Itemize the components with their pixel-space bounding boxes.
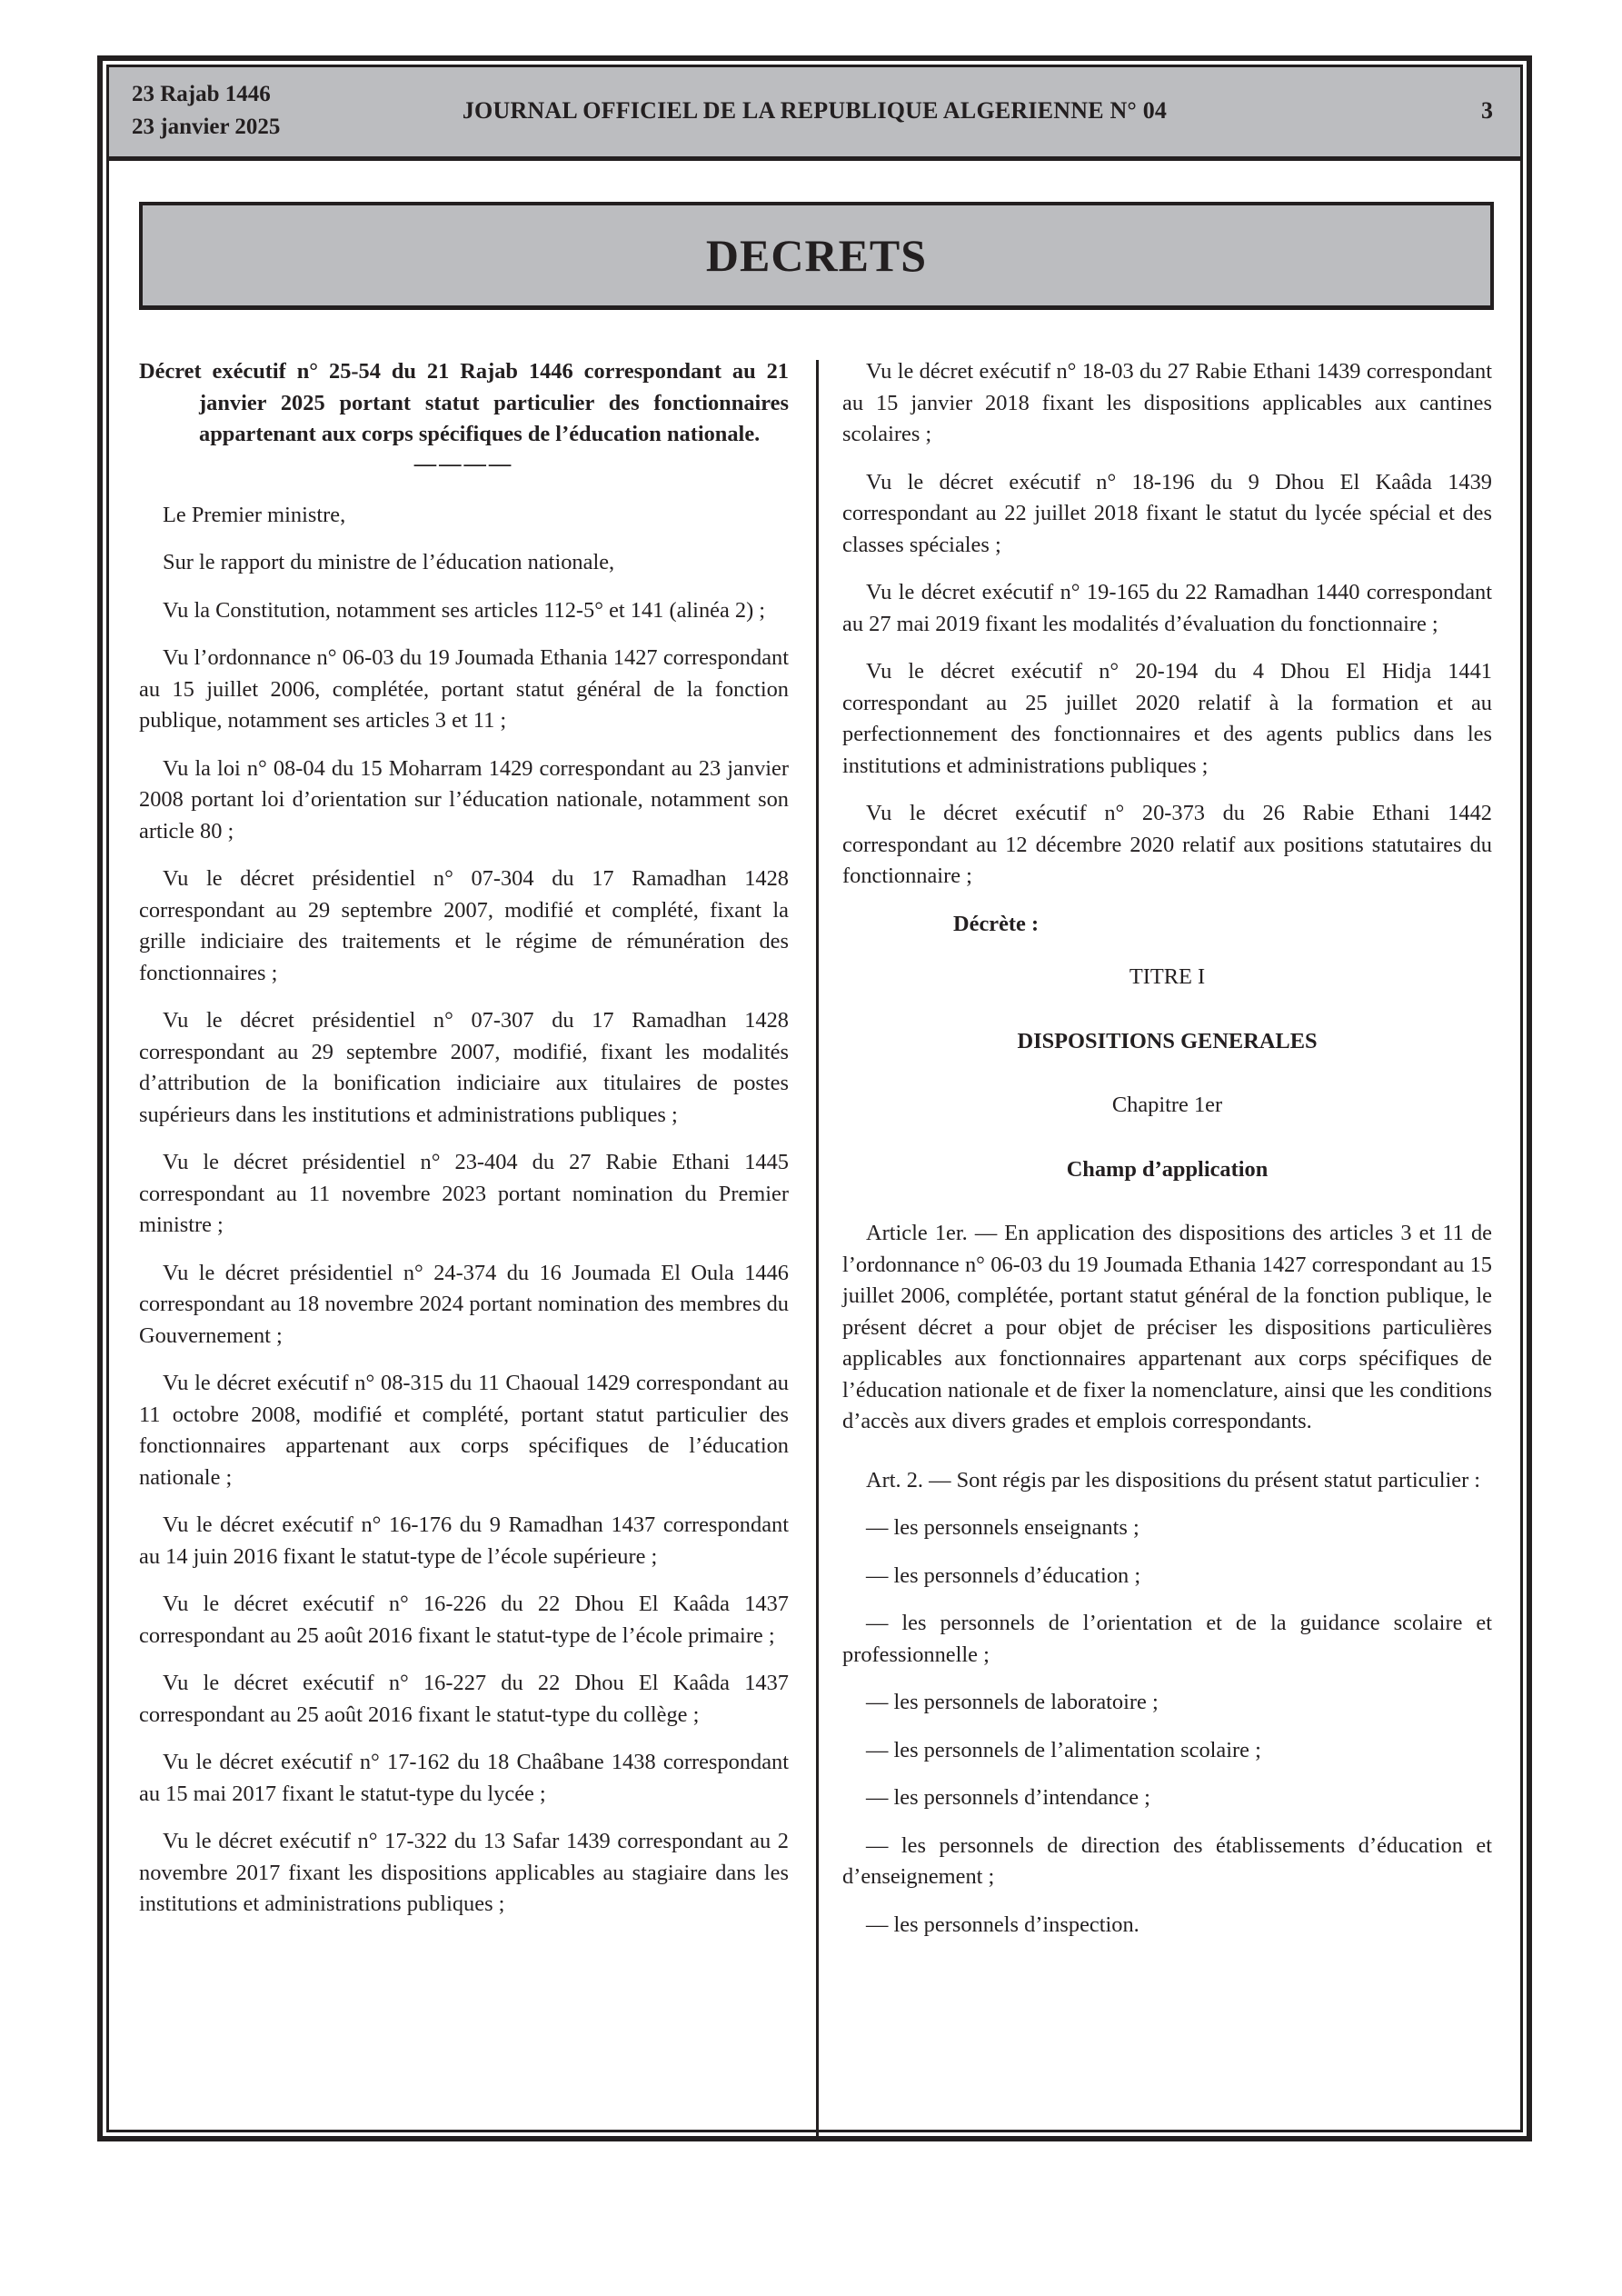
list-item: — les personnels enseignants ;: [866, 1515, 1139, 1540]
visa-paragraph: Vu le décret présidentiel n° 07-307 du 17 Ramadhan 1428 correspondant au 29 septembre 2007, modifié, fixant les modalités d’attribution de la bonification indiciaire aux titulaires de postes supérieurs dans les institutions et administrations publiques ;: [139, 1008, 789, 1127]
visa-paragraph: Vu le décret présidentiel n° 24-374 du 16 Joumada El Oula 1446 correspondant au 18 novembre 2024 portant nomination des membres du Gouvernement ;: [139, 1260, 789, 1348]
section-title: DECRETS: [705, 230, 928, 281]
page-frame-inner: [106, 65, 1523, 2132]
list-item: — les personnels de l’orientation et de la guidance scolaire et professionnelle ;: [842, 1611, 1492, 1667]
visa-paragraph: Vu le décret exécutif n° 18-03 du 27 Rabie Ethani 1439 correspondant au 15 janvier 2018 fixant les dispositions applicables aux cantines scolaires ;: [842, 359, 1492, 446]
decree-title: Décret exécutif n° 25-54 du 21 Rajab 1446 correspondant au 21 janvier 2025 portant statut particulier des fonctionnaires appartenant aux corps spécifiques de l’éducation nationale.: [139, 359, 789, 446]
visa-paragraph: Vu le décret exécutif n° 18-196 du 9 Dhou El Kaâda 1439 correspondant au 22 juillet 2018 fixant le statut du lycée spécial et des classes spéciales ;: [842, 469, 1492, 557]
visa-paragraph: Vu le décret exécutif n° 17-322 du 13 Safar 1439 correspondant au 2 novembre 2017 fixant les dispositions applicables au stagiaire dans les institutions et administrations publiques ;: [139, 1829, 789, 1916]
visa-paragraph: Vu le décret exécutif n° 16-227 du 22 Dhou El Kaâda 1437 correspondant au 25 août 2016 fixant le statut-type du collège ;: [139, 1671, 789, 1727]
list-item: — les personnels de direction des établissements d’éducation et d’enseignement ;: [842, 1832, 1492, 1889]
list-item: — les personnels d’éducation ;: [866, 1562, 1141, 1588]
visa-paragraph: Vu le décret exécutif n° 20-194 du 4 Dhou El Hidja 1441 correspondant au 25 juillet 2020 relatif à la formation et au perfectionnement des fonctionnaires et des agents publics dans les institutions et administrations publiques ;: [842, 659, 1492, 778]
header-hijri-date: 23 Rajab 1446: [132, 82, 271, 106]
title-separator: ————: [413, 451, 514, 476]
chapitre-name: Champ d’application: [1066, 1156, 1269, 1182]
column-divider: [816, 360, 819, 2137]
chapitre-heading: Chapitre 1er: [1111, 1093, 1223, 1117]
article-2: Art. 2. — Sont régis par les dispositions du présent statut particulier :: [866, 1467, 1481, 1492]
intro-paragraph: Le Premier ministre,: [163, 502, 346, 527]
right-column: [842, 356, 1492, 1957]
running-header: [109, 67, 1520, 161]
article-1: Article 1er. — En application des dispositions des articles 3 et 11 de l’ordonnance n° 06-03 du 19 Joumada Ethania 1427 correspondant au 15 juillet 2006, complétée, portant statut général de la fonction publique, le présent décret a pour objet de préciser les dispositions particulières applicables aux fonctionnaires appartenant aux corps spécifiques de l’éducation nationale et de fixer la nomenclature, ainsi que les conditions d’accès aux divers grades et emplois correspondants.: [842, 1221, 1492, 1433]
list-item: — les personnels de l’alimentation scolaire ;: [866, 1737, 1261, 1762]
titre-heading: TITRE I: [1129, 964, 1206, 989]
visa-paragraph: Vu le décret exécutif n° 08-315 du 11 Chaoual 1429 correspondant au 11 octobre 2008, modifié et complété, portant statut particulier des fonctionnaires appartenant aux corps spécifiques de l’éducation nationale ;: [139, 1371, 789, 1490]
intro-paragraph: Sur le rapport du ministre de l’éducation nationale,: [163, 550, 615, 574]
visa-paragraph: Vu la Constitution, notamment ses articles 112-5° et 141 (alinéa 2) ;: [163, 597, 766, 623]
visa-paragraph: Vu le décret présidentiel n° 07-304 du 17 Ramadhan 1428 correspondant au 29 septembre 2007, modifié et complété, fixant la grille indiciaire des traitements et le régime de rémunération des fonctionnaires ;: [139, 866, 789, 985]
visa-paragraph: Vu l’ordonnance n° 06-03 du 19 Joumada Ethania 1427 correspondant au 15 juillet 2006, complétée, portant statut général de la fonction publique, notamment ses articles 3 et 11 ;: [139, 645, 789, 733]
visa-paragraph: Vu le décret exécutif n° 16-226 du 22 Dhou El Kaâda 1437 correspondant au 25 août 2016 fixant le statut-type de l’école primaire ;: [139, 1592, 789, 1648]
list-item: — les personnels d’intendance ;: [866, 1785, 1150, 1810]
visa-paragraph: Vu le décret présidentiel n° 23-404 du 27 Rabie Ethani 1445 correspondant au 11 novembre 2023 portant nomination du Premier ministre ;: [139, 1150, 789, 1237]
list-item: — les personnels de laboratoire ;: [866, 1690, 1159, 1714]
visa-paragraph: Vu la loi n° 08-04 du 15 Moharram 1429 correspondant au 23 janvier 2008 portant loi d’orientation sur l’éducation nationale, notamment son article 80 ;: [139, 755, 789, 844]
header-gregorian-date: 23 janvier 2025: [132, 115, 281, 139]
journal-title: JOURNAL OFFICIEL DE LA REPUBLIQUE ALGERIENNE N° 04: [462, 97, 1168, 124]
page-number: 3: [1481, 97, 1493, 124]
visa-paragraph: Vu le décret exécutif n° 16-176 du 9 Ramadhan 1437 correspondant au 14 juin 2016 fixant le statut-type de l’école supérieure ;: [139, 1512, 789, 1569]
visa-paragraph: Vu le décret exécutif n° 17-162 du 18 Chaâbane 1438 correspondant au 15 mai 2017 fixant le statut-type du lycée ;: [139, 1750, 789, 1806]
visa-paragraph: Vu le décret exécutif n° 19-165 du 22 Ramadhan 1440 correspondant au 27 mai 2019 fixant les modalités d’évaluation du fonctionnaire ;: [842, 580, 1492, 636]
page-frame-outer: [97, 55, 1532, 2141]
section-banner: [139, 202, 1494, 310]
list-item: — les personnels d’inspection.: [866, 1912, 1139, 1937]
decrete-label: Décrète :: [953, 911, 1040, 936]
left-column: [139, 356, 789, 1937]
titre-name: DISPOSITIONS GENERALES: [1017, 1028, 1318, 1053]
visa-paragraph: Vu le décret exécutif n° 20-373 du 26 Rabie Ethani 1442 correspondant au 12 décembre 2020 relatif aux positions statutaires du fonctionnaire ;: [842, 801, 1492, 888]
